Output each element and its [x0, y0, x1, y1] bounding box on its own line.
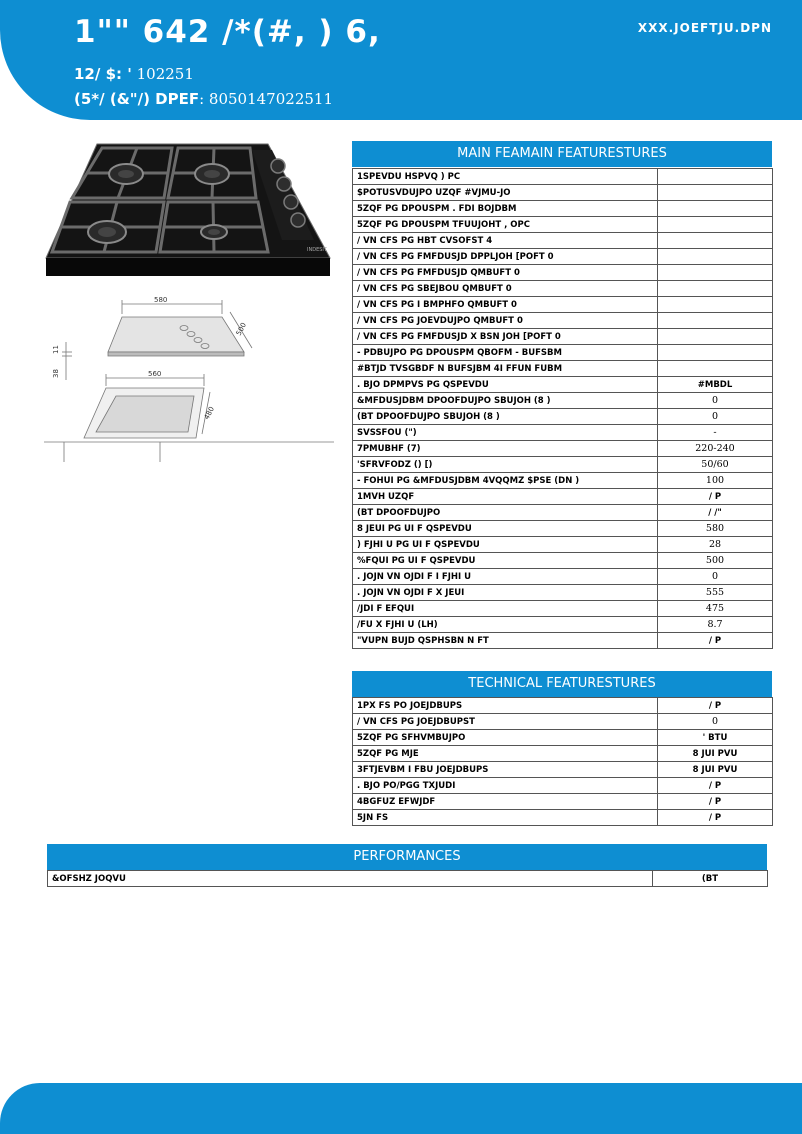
spec-value: 220-240 [658, 441, 773, 457]
spec-label: "VUPN BUJD QSPHSBN N FT [353, 633, 658, 649]
spec-label: ) FJHI U PG UI F QSPEVDU [353, 537, 658, 553]
spec-value [658, 217, 773, 233]
spec-label: SVSSFOU (") [353, 425, 658, 441]
spec-label: 5JN FS [353, 810, 658, 826]
spec-value: / P [658, 698, 773, 714]
spec-label: %FQUI PG UI F QSPEVDU [353, 553, 658, 569]
spec-value: 0 [658, 569, 773, 585]
spec-row [353, 505, 773, 521]
product-code-label: 12/ $: ' [74, 65, 132, 83]
spec-row [353, 361, 773, 377]
spec-value: 8 JUI PVU [658, 762, 773, 778]
spec-label: (BT DPOOFDUJPO [353, 505, 658, 521]
spec-value: - [658, 425, 773, 441]
spec-row [353, 746, 773, 762]
spec-row [353, 553, 773, 569]
spec-value: 555 [658, 585, 773, 601]
spec-row [353, 521, 773, 537]
spec-label: 5ZQF PG DPOUSPM . FDI BOJDBM [353, 201, 658, 217]
spec-row [353, 297, 773, 313]
spec-label: 'SFRVFODZ () [) [353, 457, 658, 473]
spec-row [353, 329, 773, 345]
spec-row [353, 201, 773, 217]
spec-label: &OFSHZ JOQVU [48, 871, 653, 887]
spec-label: - PDBUJPO PG DPOUSPM QBOFM - BUFSBM [353, 345, 658, 361]
product-code-value: 102251 [136, 65, 194, 83]
spec-row [353, 169, 773, 185]
spec-label: / VN CFS PG JOEJDBUPST [353, 714, 658, 730]
spec-label: 1PX FS PO JOEJDBUPS [353, 698, 658, 714]
spec-label: 7PMUBHF (7) [353, 441, 658, 457]
spec-value: / P [658, 810, 773, 826]
spec-value: (BT [653, 871, 768, 887]
spec-value: 580 [658, 521, 773, 537]
spec-label: 3FTJEVBM I FBU JOEJDBUPS [353, 762, 658, 778]
spec-value: / P [658, 794, 773, 810]
spec-label: - FOHUI PG &MFDUSJDBM 4VQQMZ $PSE (DN ) [353, 473, 658, 489]
spec-label: 5ZQF PG DPOUSPM TFUUJOHT , OPC [353, 217, 658, 233]
spec-row [353, 762, 773, 778]
brand-logo: INDESIT [307, 247, 327, 253]
spec-value [658, 297, 773, 313]
dim-cutout-width: 560 [148, 370, 162, 378]
ean-code-label: (5*/ (&"/) DPEF [74, 90, 200, 108]
spec-value: 8 JUI PVU [658, 746, 773, 762]
spec-label: . JOJN VN OJDI F I FJHI U [353, 569, 658, 585]
spec-label: 4BGFUZ EFWJDF [353, 794, 658, 810]
spec-label: 1SPEVDU HSPVQ ) PC [353, 169, 658, 185]
spec-row [353, 585, 773, 601]
spec-row [353, 313, 773, 329]
dimension-drawing [44, 292, 334, 462]
spec-label: / VN CFS PG FMFDUSJD QMBUFT 0 [353, 265, 658, 281]
spec-value [658, 233, 773, 249]
spec-label: #BTJD TVSGBDF N BUFSJBM 4I FFUN FUBM [353, 361, 658, 377]
footer-band [0, 1083, 802, 1134]
spec-value: 8.7 [658, 617, 773, 633]
dim-width-top: 580 [154, 296, 168, 304]
spec-label: / VN CFS PG HBT CVSOFST 4 [353, 233, 658, 249]
spec-label: . BJO DPMPVS PG QSPEVDU [353, 377, 658, 393]
spec-row [353, 233, 773, 249]
spec-row [353, 569, 773, 585]
main-features-table [352, 168, 773, 649]
dim-depth-top: 500 [234, 321, 249, 337]
spec-row [353, 217, 773, 233]
spec-row [353, 730, 773, 746]
spec-row [353, 633, 773, 649]
spec-row [353, 714, 773, 730]
spec-label: (BT DPOOFDUJPO SBUJOH (8 ) [353, 409, 658, 425]
spec-value: 0 [658, 714, 773, 730]
spec-label: . BJO PO/PGG TXJUDI [353, 778, 658, 794]
spec-label: / VN CFS PG I BMPHFO QMBUFT 0 [353, 297, 658, 313]
hob-product-image [42, 140, 332, 280]
spec-row [353, 281, 773, 297]
spec-row [353, 393, 773, 409]
spec-row [353, 473, 773, 489]
spec-label: &MFDUSJDBM DPOOFDUJPO SBUJOH (8 ) [353, 393, 658, 409]
spec-label: $POTUSVDUJPO UZQF #VJMU-JO [353, 185, 658, 201]
spec-value: 0 [658, 409, 773, 425]
spec-row [353, 617, 773, 633]
spec-value: 28 [658, 537, 773, 553]
technical-features-header: TECHNICAL FEATURESTURES [352, 671, 772, 697]
spec-row [353, 377, 773, 393]
spec-row [353, 185, 773, 201]
spec-value: ' BTU [658, 730, 773, 746]
spec-value [658, 361, 773, 377]
spec-value [658, 201, 773, 217]
dim-height-11: 11 [52, 345, 60, 354]
spec-row [353, 794, 773, 810]
product-code-line [74, 65, 194, 83]
product-title: 1"" 642 /*(#, ) 6, [74, 14, 381, 50]
spec-row [48, 871, 768, 887]
spec-value [658, 329, 773, 345]
spec-row [353, 425, 773, 441]
spec-value: / P [658, 633, 773, 649]
spec-value: 50/60 [658, 457, 773, 473]
spec-value [658, 281, 773, 297]
spec-value [658, 169, 773, 185]
performances-header: PERFORMANCES [47, 844, 767, 870]
spec-label: 5ZQF PG SFHVMBUJPO [353, 730, 658, 746]
ean-code-line: (5*/ (&"/) DPEF: 8050147022511 [74, 90, 333, 108]
spec-row [353, 698, 773, 714]
spec-value [658, 345, 773, 361]
spec-label: / VN CFS PG FMFDUSJD DPPLJOH [POFT 0 [353, 249, 658, 265]
spec-label: /FU X FJHI U (LH) [353, 617, 658, 633]
spec-label: 1MVH UZQF [353, 489, 658, 505]
spec-label: /JDI F EFQUI [353, 601, 658, 617]
spec-row [353, 810, 773, 826]
spec-label: . JOJN VN OJDI F X JEUI [353, 585, 658, 601]
spec-label: 8 JEUI PG UI F QSPEVDU [353, 521, 658, 537]
spec-label: / VN CFS PG SBEJBOU QMBUFT 0 [353, 281, 658, 297]
main-features-header: MAIN FEAMAIN FEATURESTURES [352, 141, 772, 167]
spec-row [353, 265, 773, 281]
spec-value: 100 [658, 473, 773, 489]
spec-row [353, 249, 773, 265]
spec-row [353, 778, 773, 794]
spec-value [658, 185, 773, 201]
technical-features-table [352, 697, 773, 826]
spec-value: / /" [658, 505, 773, 521]
spec-row [353, 537, 773, 553]
spec-label: / VN CFS PG FMFDUSJD X BSN JOH [POFT 0 [353, 329, 658, 345]
spec-value: 0 [658, 393, 773, 409]
spec-row [353, 601, 773, 617]
dim-height-38: 38 [52, 369, 60, 378]
performances-table [47, 870, 768, 887]
spec-value [658, 249, 773, 265]
spec-label: / VN CFS PG JOEVDUJPO QMBUFT 0 [353, 313, 658, 329]
spec-value: 475 [658, 601, 773, 617]
ean-code-value: 8050147022511 [208, 90, 333, 108]
spec-row [353, 441, 773, 457]
spec-value [658, 313, 773, 329]
spec-row [353, 489, 773, 505]
dim-cutout-depth: 480 [202, 405, 217, 421]
spec-value: / P [658, 489, 773, 505]
spec-value: 500 [658, 553, 773, 569]
spec-row [353, 409, 773, 425]
spec-row [353, 457, 773, 473]
spec-value [658, 265, 773, 281]
spec-label: 5ZQF PG MJE [353, 746, 658, 762]
spec-value: / P [658, 778, 773, 794]
spec-row [353, 345, 773, 361]
spec-value: #MBDL [658, 377, 773, 393]
website-link[interactable]: XXX.JOEFTJU.DPN [637, 21, 772, 35]
